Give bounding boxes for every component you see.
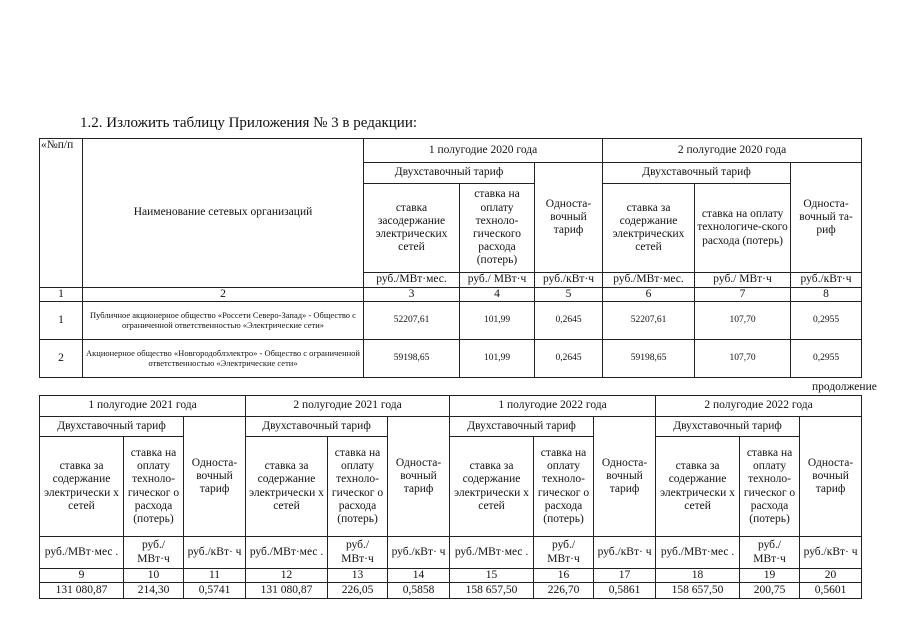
unit-cell: руб./кВт· ч — [388, 537, 450, 569]
index-cell: 4 — [460, 288, 535, 302]
continuation-label: продолжение — [812, 381, 877, 393]
header-rate-maint-2: ставка за содержание электрических сетей — [603, 184, 695, 273]
header-single-rate: Односта-вочный тариф — [800, 417, 862, 537]
header-period-2021-1: 1 полугодие 2021 года — [40, 396, 246, 417]
header-single-rate-2: Односта-вочный та-риф — [791, 163, 862, 273]
unit-cell: руб./ МВт·ч — [534, 537, 594, 569]
value-cell: 59198,65 — [603, 340, 695, 378]
unit-cell: руб./ МВт·ч — [328, 537, 388, 569]
unit-cell: руб./кВт· ч — [594, 537, 656, 569]
unit-cell: руб./ МВт·ч — [740, 537, 800, 569]
index-cell: 6 — [603, 288, 695, 302]
table-row — [40, 583, 862, 599]
header-two-part: Двухставочный тариф — [246, 417, 388, 437]
header-rate-maint: ставка за содержание электрически х сетей — [246, 437, 328, 537]
header-period-2021-2: 2 полугодие 2021 года — [246, 396, 450, 417]
header-rate-maint: ставка за содержание электрически х сетей — [656, 437, 740, 537]
header-single-rate: Односта-вочный тариф — [388, 417, 450, 537]
index-cell: 10 — [124, 569, 184, 583]
header-rate-tech-2: ставка на оплату технологиче-ского расхода (потерь) — [695, 184, 791, 273]
value-cell: 200,75 — [740, 583, 800, 599]
unit-cell: руб./ МВт·ч — [124, 537, 184, 569]
org-name: Акционерное общество «Новгородоблэлектро» - Общество с ограниченной ответственностью «Электрические сети» — [83, 340, 364, 378]
unit-cell: руб./МВт·мес. — [603, 273, 695, 288]
header-rate-maint-1: ставка засодержание электрических сетей — [364, 184, 460, 273]
value-cell: 158 657,50 — [656, 583, 740, 599]
value-cell: 226,05 — [328, 583, 388, 599]
table-row — [40, 340, 862, 378]
header-period-2022-1: 1 полугодие 2022 года — [450, 396, 656, 417]
value-cell: 131 080,87 — [40, 583, 124, 599]
value-cell: 107,70 — [695, 302, 791, 340]
value-cell: 0,2645 — [535, 340, 603, 378]
unit-cell: руб./кВт·ч — [535, 273, 603, 288]
value-cell: 0,2955 — [791, 340, 862, 378]
index-cell: 5 — [535, 288, 603, 302]
value-cell: 214,30 — [124, 583, 184, 599]
index-cell: 9 — [40, 569, 124, 583]
header-rate-tech: ставка на оплату техноло-гическог о расхода (потерь) — [124, 437, 184, 537]
value-cell: 0,5858 — [388, 583, 450, 599]
tariff-table-2021-2022 — [39, 395, 862, 599]
unit-cell: руб./ МВт·ч — [695, 273, 791, 288]
value-cell: 226,70 — [534, 583, 594, 599]
unit-cell: руб./МВт·мес . — [40, 537, 124, 569]
header-rate-tech: ставка на оплату техноло-гическог о расхода (потерь) — [740, 437, 800, 537]
index-cell: 18 — [656, 569, 740, 583]
org-name: Публичное акционерное общество «Россети Северо-Запад» - Общество с ограниченной ответственностью «Электрические сети» — [83, 302, 364, 340]
index-cell: 19 — [740, 569, 800, 583]
unit-cell: руб./кВт· ч — [800, 537, 862, 569]
header-org-name: Наименование сетевых организаций — [83, 139, 364, 288]
unit-cell: руб./МВт·мес. — [364, 273, 460, 288]
header-two-part: Двухставочный тариф — [40, 417, 184, 437]
header-period-2: 2 полугодие 2020 года — [603, 139, 862, 163]
value-cell: 158 657,50 — [450, 583, 534, 599]
header-single-rate: Односта-вочный тариф — [594, 417, 656, 537]
header-two-part-2: Двухставочный тариф — [603, 163, 791, 184]
value-cell: 131 080,87 — [246, 583, 328, 599]
unit-cell: руб./МВт·мес . — [656, 537, 740, 569]
header-two-part-1: Двухставочный тариф — [364, 163, 535, 184]
unit-cell: руб./кВт· ч — [184, 537, 246, 569]
value-cell: 52207,61 — [603, 302, 695, 340]
value-cell: 0,5861 — [594, 583, 656, 599]
header-rate-tech: ставка на оплату техноло-гическог о расхода (потерь) — [534, 437, 594, 537]
index-cell: 16 — [534, 569, 594, 583]
index-cell: 17 — [594, 569, 656, 583]
header-rate-tech-1: ставка на оплату техноло-гического расхода (потерь) — [460, 184, 535, 273]
index-cell: 13 — [328, 569, 388, 583]
index-cell: 12 — [246, 569, 328, 583]
unit-cell: руб./МВт·мес . — [450, 537, 534, 569]
index-cell: 2 — [83, 288, 364, 302]
unit-cell: руб./кВт·ч — [791, 273, 862, 288]
header-period-2022-2: 2 полугодие 2022 года — [656, 396, 862, 417]
value-cell: 0,2645 — [535, 302, 603, 340]
value-cell: 101,99 — [460, 302, 535, 340]
value-cell: 0,2955 — [791, 302, 862, 340]
table-row — [40, 302, 862, 340]
value-cell: 101,99 — [460, 340, 535, 378]
value-cell: 0,5601 — [800, 583, 862, 599]
document-heading: 1.2. Изложить таблицу Приложения № 3 в редакции: — [80, 115, 418, 131]
header-single-rate: Односта-вочный тариф — [184, 417, 246, 537]
index-cell: 8 — [791, 288, 862, 302]
header-two-part: Двухставочный тариф — [450, 417, 594, 437]
row-number: 2 — [40, 340, 83, 378]
header-rate-maint: ставка за содержание электрически х сетей — [450, 437, 534, 537]
index-cell: 1 — [40, 288, 83, 302]
index-cell: 15 — [450, 569, 534, 583]
header-period-1: 1 полугодие 2020 года — [364, 139, 603, 163]
header-single-rate-1: Односта-вочный тариф — [535, 163, 603, 273]
tariff-table-2020 — [39, 138, 862, 378]
unit-cell: руб./МВт·мес . — [246, 537, 328, 569]
index-cell: 7 — [695, 288, 791, 302]
index-cell: 3 — [364, 288, 460, 302]
value-cell: 59198,65 — [364, 340, 460, 378]
value-cell: 0,5741 — [184, 583, 246, 599]
header-rate-maint: ставка за содержание электрически х сетей — [40, 437, 124, 537]
header-two-part: Двухставочный тариф — [656, 417, 800, 437]
unit-cell: руб./ МВт·ч — [460, 273, 535, 288]
value-cell: 107,70 — [695, 340, 791, 378]
index-cell: 14 — [388, 569, 450, 583]
index-cell: 11 — [184, 569, 246, 583]
header-rate-tech: ставка на оплату техноло-гическог о расхода (потерь) — [328, 437, 388, 537]
header-num: «№п/п — [40, 139, 83, 288]
index-cell: 20 — [800, 569, 862, 583]
value-cell: 52207,61 — [364, 302, 460, 340]
row-number: 1 — [40, 302, 83, 340]
